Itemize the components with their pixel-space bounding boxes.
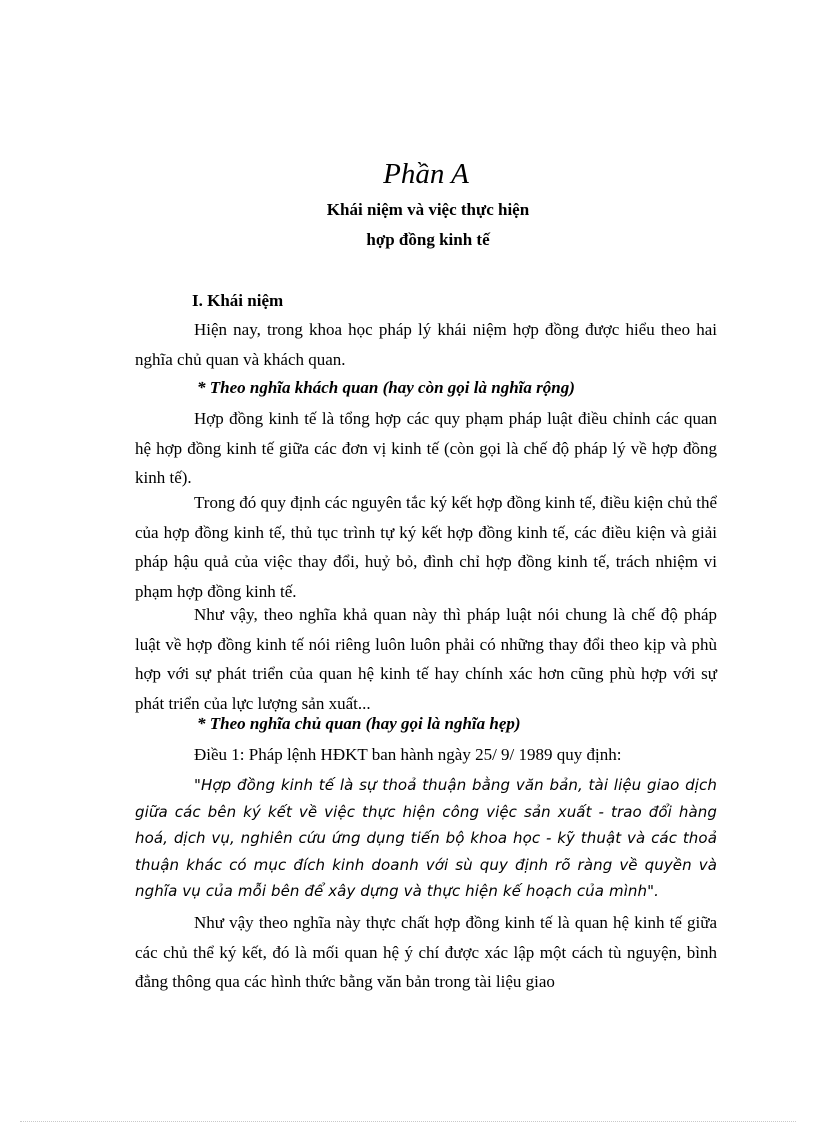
page-title: Phần A xyxy=(383,158,469,190)
section-heading: I. Khái niệm xyxy=(192,291,284,310)
subtitle-line-1: Khái niệm và việc thực hiện xyxy=(326,200,530,219)
paragraph-conclusion-subjective: Như vậy theo nghĩa này thực chất hợp đồng kinh tế là quan hệ kinh tế giữa các chủ thể ký kết, đó là mối quan hệ ý chí được xác lập một cách tù nguyện, bình đẳng thông qua các hình thức bằng văn bản trong tài liệu giao xyxy=(135,913,717,991)
subtitle-line-2: hợp đồng kinh tế xyxy=(366,230,490,249)
subheading-objective: * Theo nghĩa khách quan (hay còn gọi là nghĩa rộng) xyxy=(197,378,575,397)
paragraph-objective-definition: Hợp đồng kinh tế là tổng hợp các quy phạm pháp luật điều chỉnh các quan hệ hợp đồng kinh tế giữa các đơn vị kinh tế (còn gọi là chế độ pháp lý về hợp đồng kinh tế). xyxy=(135,409,717,487)
page-bottom-divider xyxy=(20,1121,796,1122)
paragraph-conclusion-objective: Như vậy, theo nghĩa khả quan này thì pháp luật nói chung là chế độ pháp luật về hợp đồng kinh tế nói riêng luôn luôn phải có những thay đổi theo kịp và phù hợp với sự phát triển của quan hệ kinh tế hay chính xác hơn cũng phù hợp với sự phát triển của lực lượng sản xuất... xyxy=(135,605,717,713)
subheading-subjective: * Theo nghĩa chủ quan (hay gọi là nghĩa hẹp) xyxy=(197,714,521,733)
paragraph-provisions: Trong đó quy định các nguyên tắc ký kết hợp đồng kinh tế, điều kiện chủ thể của hợp đồng kinh tế, thủ tục trình tự ký kết hợp đồng kinh tế, các điều kiện và giải pháp hậu quả của việc thay đổi, huỷ bỏ, đình chỉ hợp đồng kinh tế, trách nhiệm vi phạm hợp đồng kinh tế. xyxy=(135,493,717,601)
quote-article-1: "Hợp đồng kinh tế là sự thoả thuận bằng văn bản, tài liệu giao dịch giữa các bên ký kết về việc thực hiện công việc sản xuất - trao đổi hàng hoá, dịch vụ, nghiên cứu ứng dụng tiến bộ khoa học - kỹ thuật và các thoả thuận khác có mục đích kinh doanh với sù quy định rõ ràng về quyền và nghĩa vụ của mỗi bên để xây dựng và thực hiện kế hoạch của mình". xyxy=(135,776,717,900)
paragraph-intro: Hiện nay, trong khoa học pháp lý khái niệm hợp đồng được hiểu theo hai nghĩa chủ quan và khách quan. xyxy=(135,320,717,369)
paragraph-article-1: Điều 1: Pháp lệnh HĐKT ban hành ngày 25/ 9/ 1989 quy định: xyxy=(194,745,622,764)
